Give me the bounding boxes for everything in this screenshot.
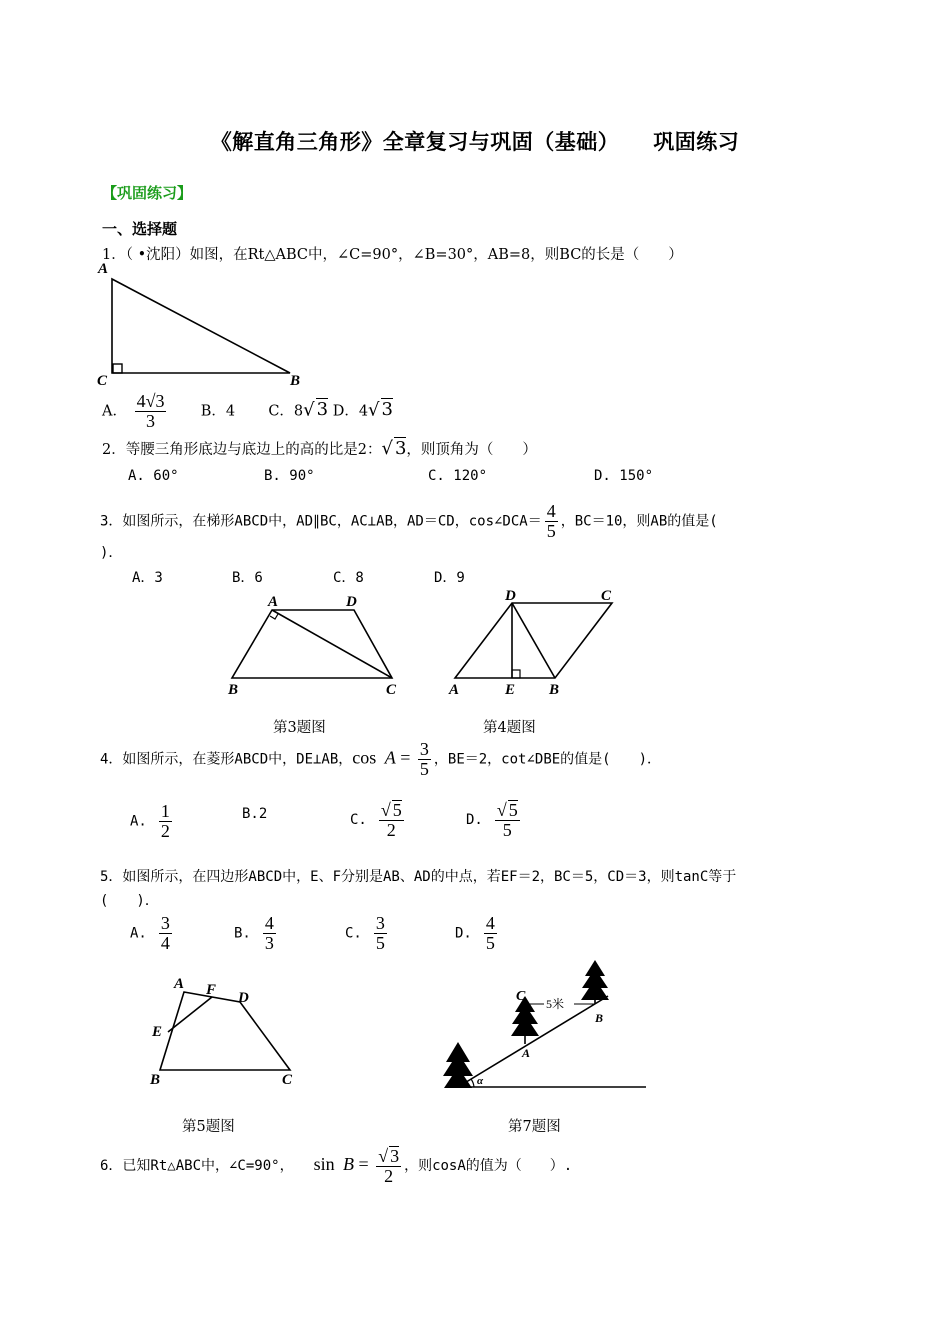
- q3-label-a: A: [268, 594, 279, 610]
- q5-opt-c: [345, 914, 390, 953]
- q3-opt-b: B．6: [232, 570, 263, 586]
- diagonal-db: [512, 603, 555, 678]
- radicand: 5: [392, 800, 402, 820]
- right-angle-mark: [270, 614, 278, 619]
- q7-label-b: B: [595, 1011, 604, 1025]
- q2-text-a: 2．等腰三角形底边与底边上的高的比是2：: [102, 442, 382, 458]
- q6-text: 6．已知Rt△ABC中，∠C=90°， sin B = $\frac{√ 3}{2}$ ，则cosA的值为（ ）.: [100, 1146, 573, 1186]
- q1-opt-c-radicand: 3: [316, 399, 329, 421]
- q4-opt-b: B.2: [242, 806, 268, 822]
- frac-num: 4: [485, 913, 495, 933]
- q1-opt-d-radicand: 3: [381, 399, 393, 421]
- q5-caption: 第5题图: [182, 1119, 235, 1135]
- q5-opt-a-frac: [159, 914, 172, 953]
- frac-num: 4√3: [136, 391, 165, 411]
- distance-label: 5米: [546, 997, 565, 1011]
- frac-num: 1: [160, 801, 170, 821]
- frac-num: 4: [264, 913, 274, 933]
- frac-num: 4: [546, 501, 556, 521]
- segment-ef: [168, 997, 212, 1032]
- q1-text: 1．（ •沈阳）如图，在Rt△ABC中，∠C=90°，∠B=30°，AB=8，则BC的长是（ ）: [102, 247, 683, 263]
- q3-caption: 第3题图: [273, 720, 326, 736]
- q5-opt-b-frac: [263, 914, 276, 953]
- q5-label-d: D: [238, 990, 249, 1006]
- frac-den: 2: [160, 820, 170, 841]
- q4-label-b: B: [549, 682, 560, 698]
- q1-options: A． $\frac{4√3}{3}$ B．4 C．8√ 3 D．4√ 3: [102, 391, 393, 431]
- q5-opt-a-label: A.: [130, 925, 147, 942]
- q4-text-a: 4．如图所示，在菱形ABCD中，DE⊥AB，: [100, 751, 353, 768]
- q3-text: [100, 502, 718, 541]
- q1-label-a: A: [98, 261, 109, 277]
- right-angle-mark: [113, 364, 122, 373]
- q3-figure: [220, 590, 405, 702]
- q1-figure: [94, 260, 314, 392]
- q7-figure: [440, 960, 650, 1095]
- q2-opt-d: D. 150°: [594, 468, 654, 484]
- q5-opt-d: [455, 914, 500, 953]
- q4-opt-a: [130, 802, 175, 841]
- q7-label-c: C: [516, 989, 526, 1004]
- frac-den: 5: [419, 758, 429, 779]
- section-heading: 一、选择题: [102, 220, 178, 238]
- angle-arc: [471, 1079, 474, 1087]
- frac-den: 4: [160, 932, 170, 953]
- q1-opt-a-label: A．: [102, 403, 127, 420]
- q1-opt-a-frac: [135, 392, 167, 431]
- q6-text-b: ，则cosA的值为（ ）.: [404, 1157, 573, 1174]
- q4-frac: [418, 740, 431, 779]
- q5-label-f: F: [206, 982, 217, 998]
- q3-label-c: C: [386, 682, 397, 698]
- frac-den: 5: [375, 932, 385, 953]
- q7-caption: 第7题图: [508, 1119, 561, 1135]
- q2-text: 2．等腰三角形底边与底边上的高的比是2：√ 3，则顶角为（ ）: [102, 438, 537, 459]
- frac-den: 5: [485, 932, 495, 953]
- q6-sin: sin: [313, 1153, 335, 1174]
- q1-opt-d-label: D．4: [332, 403, 369, 420]
- q4-label-a: A: [449, 682, 460, 698]
- q4-cos-var: A: [384, 747, 396, 768]
- q5-text: 5．如图所示，在四边形ABCD中，E、F分别是AB、AD的中点，若EF＝2，BC＝5，CD＝3，则tanC等于: [100, 869, 737, 885]
- q4-label-c: C: [601, 588, 612, 604]
- radicand: 5: [508, 800, 518, 820]
- frac-den: 5: [546, 520, 556, 541]
- section-tag: 【巩固练习】: [102, 184, 193, 202]
- q4-opt-d-frac: [495, 800, 520, 840]
- q2-opt-c: C. 120°: [428, 468, 488, 484]
- frac-num: 3: [419, 739, 429, 759]
- q6-text-a: 6．已知Rt△ABC中，∠C=90°，: [100, 1157, 294, 1174]
- q3-label-d: D: [346, 594, 357, 610]
- frac-den: 5: [502, 819, 512, 840]
- title-main: 《解直角三角形》全章复习与巩固（基础）: [210, 130, 620, 154]
- q2-text-b: ，则顶角为（ ）: [406, 442, 537, 458]
- q5-opt-d-frac: [484, 914, 497, 953]
- frac-num: √ 3: [378, 1146, 400, 1166]
- q5-opt-a: [130, 914, 175, 953]
- q5-text-2: ( )．: [100, 893, 159, 909]
- frac-num: 3: [160, 913, 170, 933]
- q4-opt-c: [350, 800, 407, 840]
- radicand: 3: [390, 1146, 400, 1166]
- frac-num: √ 5: [496, 800, 518, 820]
- q1-label-b: B: [290, 373, 301, 389]
- q5-label-e: E: [152, 1024, 163, 1040]
- q4-opt-d-label: D.: [466, 811, 483, 828]
- frac-num: 3: [375, 913, 385, 933]
- q5-opt-b: [234, 914, 279, 953]
- q4-label-e: E: [505, 682, 516, 698]
- trapezoid: [232, 610, 392, 678]
- q2-opt-b: B. 90°: [264, 468, 315, 484]
- q4-opt-a-label: A.: [130, 813, 147, 830]
- q5-figure: [140, 970, 310, 1092]
- q4-opt-d: [466, 800, 523, 840]
- page-title: [0, 126, 950, 156]
- q4-cos: cos: [352, 747, 377, 768]
- q4-caption: 第4题图: [483, 720, 536, 736]
- q7-label-alpha: α: [477, 1075, 484, 1087]
- frac-den: 2: [386, 819, 396, 840]
- frac-den: 3: [146, 410, 156, 431]
- q1-triangle: [112, 279, 290, 373]
- q3-text-a: 3．如图所示，在梯形ABCD中，AD∥BC，AC⊥AB，AD＝CD，cos∠DCA＝: [100, 513, 542, 530]
- q3-opt-c: C．8: [333, 570, 364, 586]
- q6-frac: [376, 1146, 401, 1186]
- q5-label-a: A: [174, 976, 185, 992]
- q3-opt-d: D．9: [434, 570, 465, 586]
- q3-text-c: )．: [100, 545, 123, 561]
- q5-label-c: C: [282, 1072, 293, 1088]
- title-sub: 巩固练习: [653, 130, 740, 154]
- q3-frac: [545, 502, 558, 541]
- q5-label-b: B: [150, 1072, 161, 1088]
- quadrilateral: [160, 992, 290, 1070]
- q5-opt-c-label: C.: [345, 925, 362, 942]
- q4-opt-c-label: C.: [350, 811, 367, 828]
- q4-opt-c-frac: [379, 800, 404, 840]
- frac-den: 2: [384, 1165, 394, 1186]
- q4-opt-a-frac: [159, 802, 172, 841]
- q5-opt-b-label: B.: [234, 925, 251, 942]
- tree-icon: [581, 960, 609, 1000]
- q2-opt-a: A. 60°: [128, 468, 179, 484]
- q5-opt-c-frac: [374, 914, 387, 953]
- q7-label-a: A: [522, 1046, 531, 1060]
- q1-label-c: C: [97, 373, 108, 389]
- q4-figure: [445, 584, 625, 700]
- q4-label-d: D: [505, 588, 516, 604]
- q6-sin-var: B: [343, 1153, 355, 1174]
- frac-num: √ 5: [380, 800, 402, 820]
- right-angle-mark: [512, 670, 520, 678]
- q3-opt-a: A．3: [132, 570, 163, 586]
- q2-radicand: 3: [394, 438, 407, 459]
- q1-opt-c-label: C．8: [268, 403, 304, 420]
- q4-text: 4．如图所示，在菱形ABCD中，DE⊥AB，cos A = $\frac{3}{5}$ ，BE＝2，cot∠DBE的值是( )．: [100, 739, 662, 779]
- frac-den: 3: [264, 932, 274, 953]
- q3-label-b: B: [228, 682, 239, 698]
- q3-text-b: ，BC＝10，则AB的值是(: [560, 513, 718, 530]
- q4-text-b: ，BE＝2，cot∠DBE的值是( )．: [433, 751, 662, 768]
- q1-opt-b: B．4: [200, 403, 236, 420]
- diagonal-ac: [272, 610, 392, 678]
- q5-opt-d-label: D.: [455, 925, 472, 942]
